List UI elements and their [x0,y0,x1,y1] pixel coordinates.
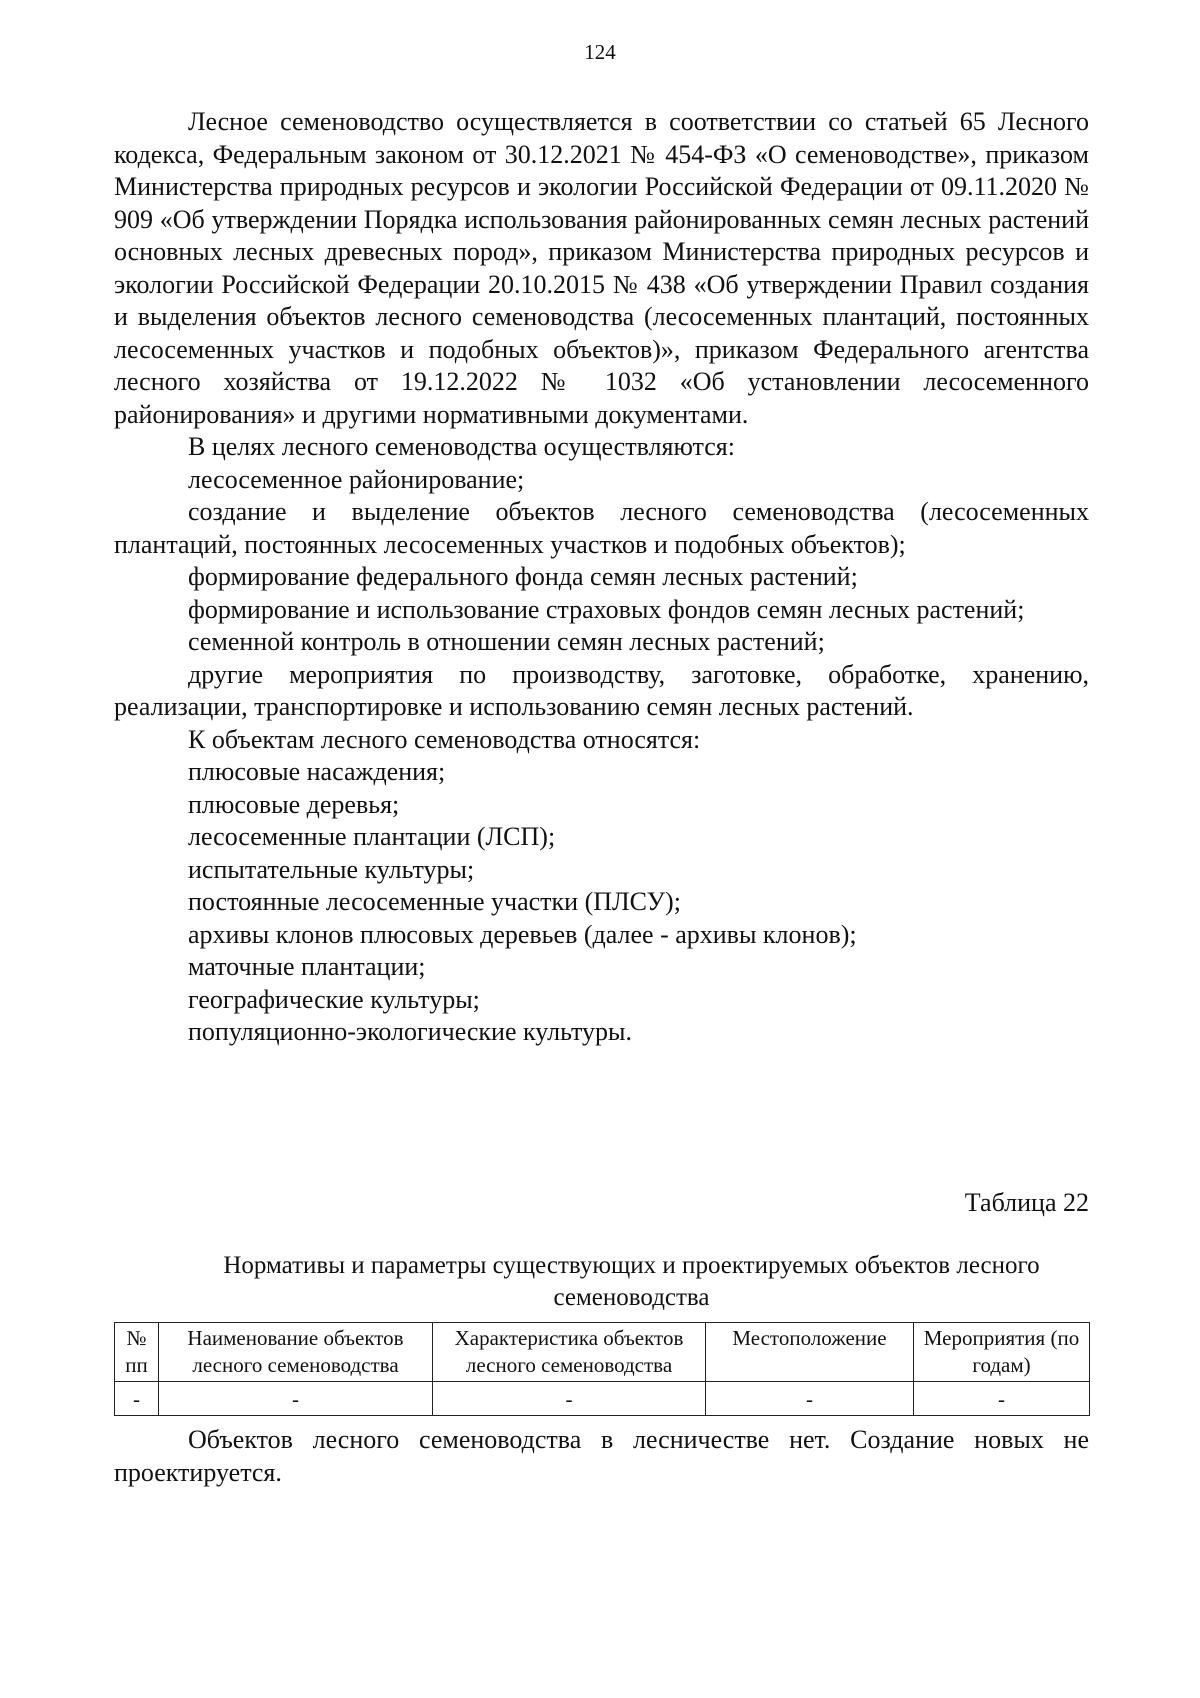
table-cell: - [706,1382,914,1416]
objects-heading: К объектам лесного семеноводства относятся: [188,724,701,754]
header-object-name: Наименование объектов лесного семеноводства [159,1323,433,1382]
page-number: 124 [584,40,616,64]
object-item: плюсовые насаждения; [188,757,446,786]
table-row [115,1382,1090,1416]
object-item: архивы клонов плюсовых деревьев (далее - архивы клонов); [188,919,857,949]
header-object-characteristics: Характеристика объектов лесного семеноводства [433,1323,706,1382]
table-title: Нормативы и параметры существующих и проектируемых объектов лесного семеноводства [223,1252,1040,1311]
activities-list [114,464,1089,724]
header-activities: Мероприятия (по годам) [914,1323,1090,1382]
header-number: № пп [115,1323,159,1382]
activity-item: формирование и использование страховых фондов семян лесных растений; [188,594,1025,624]
body-text [114,106,1089,1049]
activity-item: создание и выделение объектов лесного семеноводства (лесосеменных плантаций, постоянных лесосеменных участков и подобных объектов); [114,497,1089,559]
table-cell: - [914,1382,1090,1416]
norms-table [114,1322,1090,1416]
object-item: лесосеменные плантации (ЛСП); [188,822,556,851]
activity-item: другие мероприятия по производству, заготовке, обработке, хранению, реализации, транспортировке и использованию семян лесных растений. [114,659,1089,721]
object-item: маточные плантации; [188,952,426,981]
activity-item: формирование федерального фонда семян лесных растений; [188,562,858,591]
header-location: Местоположение [706,1323,914,1382]
object-item: постоянные лесосеменные участки (ПЛСУ); [188,887,681,916]
activity-item: семенной контроль в отношении семян лесных растений; [188,627,825,656]
intro-paragraph: Лесное семеноводство осуществляется в соответствии со статьей 65 Лесного кодекса, Федеральным законом от 30.12.2021 № 454-ФЗ «О семеноводстве», приказом Министерства природных ресурсов и экологии Российской Федерации от 09.11.2020 № 909 «Об утверждении Порядка использования районированных семян лесных растений основных лесных древесных пород», приказом Министерства природных ресурсов и экологии Российской Федерации 20.10.2015 № 438 «Об утверждении Правил создания и выделения объектов лесного семеноводства (лесосеменных плантаций, постоянных лесосеменных участков и подобных объектов)», приказом Федерального агентства лесного хозяйства от 19.12.2022 № 1032 «Об установлении лесосеменного районирования» и другими нормативными документами. [114,107,1089,429]
table-cell: - [115,1382,159,1416]
table-cell: - [159,1382,433,1416]
activity-item: лесосеменное районирование; [188,464,525,494]
table-cell: - [433,1382,706,1416]
closing-text [114,1424,1089,1489]
closing-paragraph: Объектов лесного семеноводства в лесничестве нет. Создание новых не проектируется. [114,1425,1089,1487]
activities-heading: В целях лесного семеноводства осуществляются: [188,432,735,461]
object-item: популяционно-экологические культуры. [188,1017,632,1046]
objects-list [114,756,1089,1049]
table-header-row [115,1323,1090,1382]
table-label: Таблица 22 [964,1188,1089,1217]
object-item: испытательные культуры; [188,854,475,884]
object-item: географические культуры; [188,984,480,1014]
object-item: плюсовые деревья; [188,789,400,819]
